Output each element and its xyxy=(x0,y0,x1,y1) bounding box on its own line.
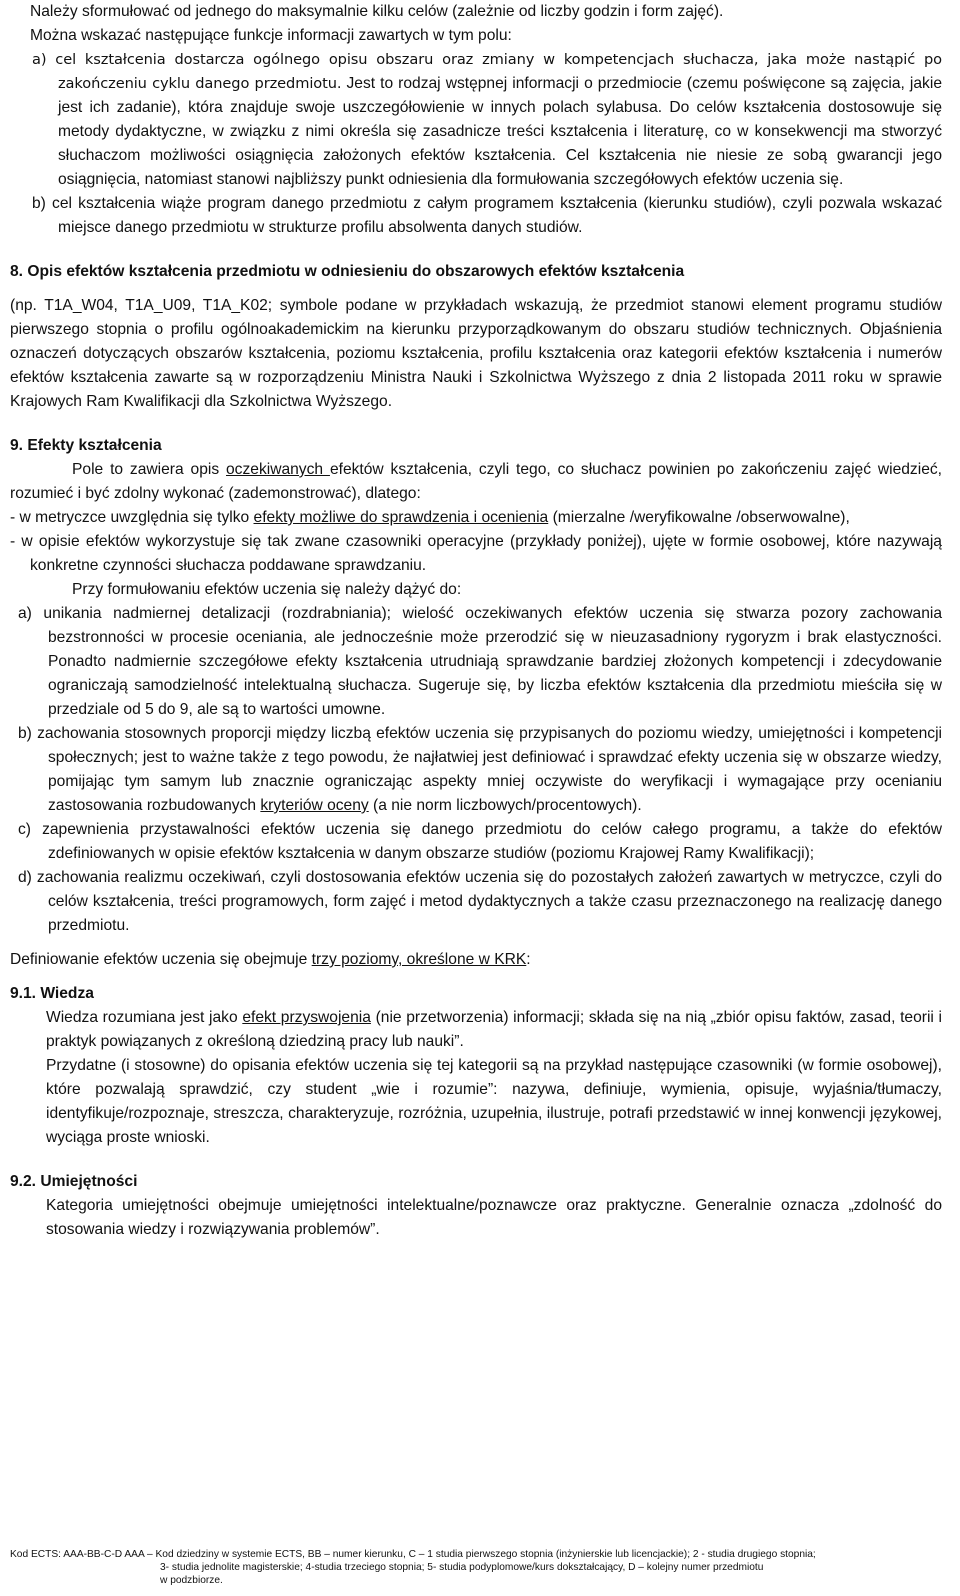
intro-paragraph-2: Można wskazać następujące funkcje informacji zawartych w tym polu: xyxy=(30,27,512,44)
section-9-item-c: c) zapewnienia przystawalności efektów uczenia się danego przedmiotu do celów całego programu, a także do efektów zdefiniowanych w opisie efektów kształcenia w danym obszarze studiów (poziomu Krajowej Ramy Kwalifikacji); xyxy=(18,821,942,862)
section-9-dash-1-text-b: (mierzalne /weryfikowalne /obserwowalne), xyxy=(548,509,850,526)
section-9-1-p1-underlined: efekt przyswojenia xyxy=(242,1009,371,1026)
section-9-1-paragraph-2: Przydatne (i stosowne) do opisania efektów uczenia się tej kategorii są na przykład następujące czasowniki (w formie osobowej), które pozwalają sprawdzić, czy student „wie i rozumie”: nazywa, definiuje, wymienia, opisuje, wyjaśnia/tłumaczy, identyfikuje/rozpoznaje, streszcza, charakteryzuje, rozróżnia, uzupełnia, ilustruje, potrafi przedstawić w innej konwencji językowej, wyciąga proste wnioski. xyxy=(46,1057,942,1146)
section-9-p1-text-a: Pole to zawiera opis xyxy=(72,461,226,478)
intro-item-a-lead: a) cel kształcenia dostarcza ogólnego opisu obszaru oraz zmiany w kompetencjach słuchacza, jaka może nastąpić po zakończeniu cyklu danego przedmiotu. xyxy=(32,51,942,92)
section-9-item-b-underlined: kryteriów oceny xyxy=(260,797,369,814)
intro-item-b: b) cel kształcenia wiąże program danego przedmiotu z całym programem kształcenia (kierunku studiów), czyli pozwala wskazać miejsce danego przedmiotu w strukturze profilu absolwenta danych studiów. xyxy=(32,195,942,236)
footer-line-3: w podzbiorze. xyxy=(160,1575,223,1586)
section-9-item-a: a) unikania nadmiernej detalizacji (rozdrabniania); wielość oczekiwanych efektów uczenia się stwarza pozory zachowania bezstronności w procesie oceniania, ale jednocześnie może przerodzić się w nieuzasadniony rygoryzm i brak elastyczności. Ponadto nadmiernie szczegółowe efekty kształcenia utrudniają sprawdzanie bardziej złożonych kompetencji i zdecydowanie ograniczają samodzielność intelektualną słuchacza. Sugeruje się, by liczba efektów kształcenia dla przedmiotu mieściła się w przedziale od 5 do 9, ale są to wartości umowne. xyxy=(18,605,942,718)
section-9-2-paragraph-1: Kategoria umiejętności obejmuje umiejętności intelektualne/poznawcze oraz praktyczne. Generalnie oznacza „zdolność do stosowania wiedzy i rozwiązywania problemów”. xyxy=(46,1197,942,1238)
footer-line-1: Kod ECTS: AAA-BB-C-D AAA – Kod dziedziny w systemie ECTS, BB – numer kierunku, C – 1 studia pierwszego stopnia (inżynierskie lub licencjackie); 2 - studia drugiego stopnia; xyxy=(10,1549,816,1560)
section-9-1-p1-text-b: (nie przetworzenia) informacji; składa się na nią „zbiór opisu faktów, zasad, teorii i praktyk powiązanych z określoną dziedziną pracy lub nauki”. xyxy=(46,1009,942,1050)
section-9-definition-text-b: : xyxy=(526,951,531,968)
intro-item-a xyxy=(10,48,942,192)
section-9-definition-line xyxy=(10,948,942,972)
section-9-1-heading: 9.1. Wiedza xyxy=(10,985,94,1002)
footer-line-2: 3- studia jednolite magisterskie; 4-studia trzeciego stopnia; 5- studia podyplomowe/kurs dokształcający, D – kolejny numer przedmiotu xyxy=(160,1562,764,1573)
section-9-dash-1-underlined: efekty możliwe do sprawdzenia i ocenienia xyxy=(253,509,549,526)
section-9-2-heading: 9.2. Umiejętności xyxy=(10,1173,138,1190)
section-9-dash-2: - w opisie efektów wykorzystuje się tak zwane czasowniki operacyjne (przykłady poniżej), ujęte w formie osobowej, które nazywają konkretne czynności słuchacza poddawane sprawdzaniu. xyxy=(10,533,942,574)
section-9-dash-1-text-a: - w metryczce uwzględnia się tylko xyxy=(10,509,254,526)
section-9-dash-1 xyxy=(10,506,942,530)
page-footer xyxy=(10,1548,942,1587)
section-9-definition-underlined: trzy poziomy, określone w KRK xyxy=(311,951,527,968)
section-9-paragraph-2: Przy formułowaniu efektów uczenia się należy dążyć do: xyxy=(72,581,462,598)
section-9-1-paragraph-1 xyxy=(46,1006,942,1054)
intro-item-a-rest: Jest to rodzaj wstępnej informacji o przedmiocie (czemu poświęcone są zajęcia, jakie jest ich zadanie), która znajduje swoje uszczegółowienie w innych polach sylabusa. Do celów kształcenia dostosowuje się metody dydaktyczne, w związku z nimi określa się zasadnicze treści kształcenia i literaturę, co w konsekwencji ma stworzyć słuchaczom możliwości osiągnięcia założonych efektów kształcenia. Cel kształcenia nie niesie ze sobą gwarancji jego osiągnięcia, natomiast stanowi najbliższy punkt odniesienia dla formułowania szczegółowych efektów uczenia się. xyxy=(58,75,942,188)
section-9-item-b-text-a: b) zachowania stosownych proporcji między liczbą efektów uczenia się przypisanych do poziomu wiedzy, umiejętności i kompetencji społecznych; jest to ważne także z tego powodu, że najłatwiej jest definiować i sprawdzać efekty uczenia się w obszarze wiedzy, pomijając tym samym lub znacznie ograniczając aspekty mniej oczywiste do weryfikacji i wymagające przy ocenianiu zastosowania rozbudowanych xyxy=(18,725,942,814)
section-9-p1-text-b: efektów kształcenia, czyli tego, co słuchacz powinien po zakończeniu zajęć wiedzieć, rozumieć i być zdolny wykonać (zademonstrować), dlatego: xyxy=(10,461,942,502)
section-8-body: (np. T1A_W04, T1A_U09, T1A_K02; symbole podane w przykładach wskazują, że przedmiot stanowi element programu studiów pierwszego stopnia o profilu ogólnoakademickim na kierunku przyporządkowanym do obszaru studiów technicznych. Objaśnienia oznaczeń dotyczących obszarów kształcenia, poziomu kształcenia, profilu kształcenia oraz kategorii efektów kształcenia i numerów efektów kształcenia zawarte są w rozporządzeniu Ministra Nauki i Szkolnictwa Wyższego z dnia 2 listopada 2011 roku w sprawie Krajowych Ram Kwalifikacji dla Szkolnictwa Wyższego. xyxy=(10,297,942,410)
section-9-item-b xyxy=(10,722,942,818)
section-9-heading: 9. Efekty kształcenia xyxy=(10,437,162,454)
section-9-1-p1-text-a: Wiedza rozumiana jest jako xyxy=(46,1009,243,1026)
intro-paragraph-1: Należy sformułować od jednego do maksymalnie kilku celów (zależnie od liczby godzin i form zajęć). xyxy=(30,3,724,20)
section-9-p1-underlined: oczekiwanych xyxy=(226,461,330,478)
section-9-item-b-text-b: (a nie norm liczbowych/procentowych). xyxy=(368,797,642,814)
section-9-item-d: d) zachowania realizmu oczekiwań, czyli dostosowania efektów uczenia się do pozostałych założeń zawartych w metryczce, czyli do celów kształcenia, treści programowych, form zajęć i metod dydaktycznych a także czasu przeznaczonego na realizację danego przedmiotu. xyxy=(18,869,942,934)
section-9-definition-text-a: Definiowanie efektów uczenia się obejmuje xyxy=(10,951,312,968)
section-9-paragraph-1 xyxy=(10,458,942,506)
section-8-heading: 8. Opis efektów kształcenia przedmiotu w odniesieniu do obszarowych efektów kształcenia xyxy=(10,263,685,280)
